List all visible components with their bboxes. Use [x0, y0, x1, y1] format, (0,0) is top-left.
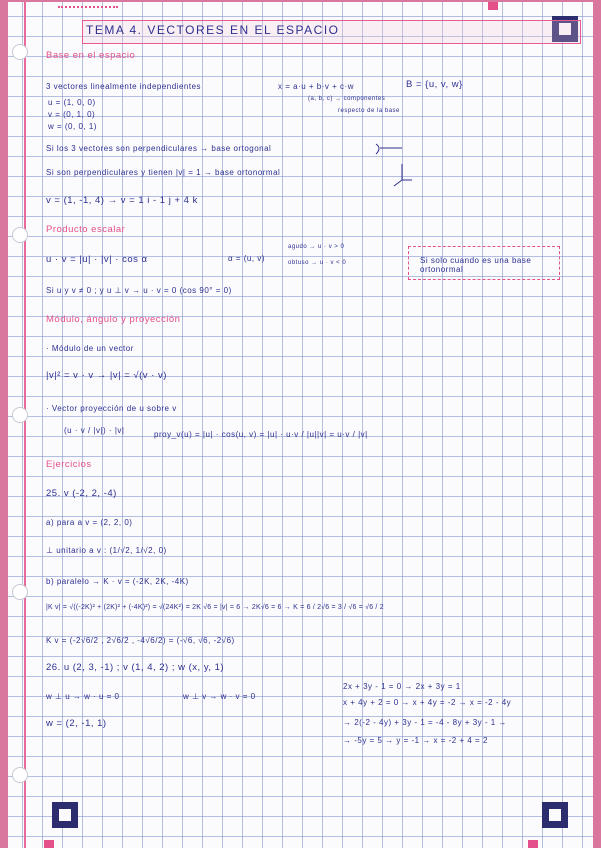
punch-hole	[12, 44, 28, 60]
exercise-line: → -5y = 5 → y = -1 → x = -2 + 4 = 2	[343, 736, 488, 745]
note-line: Si los 3 vectores son perpendiculares → base ortogonal	[46, 144, 272, 153]
exercise-line: ⊥ unitario a v : (1/√2, 1/√2, 0)	[46, 546, 167, 555]
exercise-line: a) para a v = (2, 2, 0)	[46, 518, 133, 527]
note-line: (u · v / |v|) · |v|	[64, 426, 125, 435]
note-line: u · v = |u| · |v| · cos α	[46, 254, 148, 265]
punch-hole	[12, 767, 28, 783]
notebook-page	[8, 2, 593, 848]
binding-mark	[58, 6, 118, 10]
heading-exercises: Ejercicios	[46, 459, 92, 470]
note-line: obtuso → u · v < 0	[288, 260, 347, 266]
note-line: respecto de la base	[338, 108, 400, 114]
note-line: Si son perpendiculares y tienen |v| = 1 → base ortonormal	[46, 168, 281, 177]
exercise-line: b) paralelo → K · v = (-2K, 2K, -4K)	[46, 577, 189, 586]
exercise-line: x + 4y + 2 = 0 → x + 4y = -2 → x = -2 - 4y	[343, 698, 512, 707]
bottom-tab-right	[528, 840, 538, 848]
exercise-line: 25. v (-2, 2, -4)	[46, 488, 117, 499]
note-line: · Módulo de un vector	[46, 344, 134, 353]
heading-base: Base en el espacio	[46, 50, 136, 61]
note-line: x = a·u + b·v + c·w	[278, 82, 354, 91]
exercise-line: w ⊥ v → w · v = 0	[183, 692, 256, 701]
heading-module-angle: Módulo, ángulo y proyección	[46, 314, 181, 325]
note-line: u = (1, 0, 0)	[48, 98, 96, 107]
exercise-line: 2x + 3y - 1 = 0 → 2x + 3y = 1	[343, 682, 461, 691]
note-line: v = (1, -1, 4) → v = 1 i - 1 j + 4 k	[46, 195, 198, 206]
punch-hole	[12, 227, 28, 243]
note-line: v = (0, 1, 0)	[48, 110, 96, 119]
corner-marker-bottom-left	[52, 802, 78, 828]
exercise-line: |K v| = √((-2K)² + (2K)² + (-4K)²) = √(24K²) = 2K √6 = |v| = 6 → 2K√6 = 6 → K = 6 / 2√6 = 3 / √6 = √6 / 2	[46, 604, 384, 611]
corner-marker-bottom-right	[542, 802, 568, 828]
note-line: α = (u, v)	[228, 254, 265, 263]
axes-sketch	[372, 138, 412, 188]
note-line: w = (0, 0, 1)	[48, 122, 97, 131]
note-line: agudo → u · v > 0	[288, 244, 345, 250]
margin-line	[24, 2, 26, 848]
exercise-line: → 2(-2 - 4y) + 3y - 1 = -4 - 8y + 3y - 1 →	[343, 718, 507, 727]
punch-hole	[12, 407, 28, 423]
note-line: · Vector proyección de u sobre v	[46, 404, 177, 413]
exercise-line: K v = (-2√6/2 , 2√6/2 , -4√6/2) = (-√6, √6, -2√6)	[46, 636, 235, 645]
note-line: proy_v(u) = |u| · cos(u, v) = |u| · u·v / |u||v| = u·v / |v|	[154, 430, 368, 439]
boxed-note: Si solo cuando es una base ortonormal	[420, 256, 532, 274]
exercise-result: w = (2, -1, 1)	[46, 718, 107, 729]
exercise-line: 26. u (2, 3, -1) ; v (1, 4, 2) ; w (x, y, 1)	[46, 662, 225, 673]
note-line: |v|² = v · v → |v| = √(v · v)	[46, 370, 167, 381]
note-line: B = {u, v, w}	[406, 79, 463, 90]
punch-hole	[12, 584, 28, 600]
exercise-line: w ⊥ u → w · u = 0	[46, 692, 120, 701]
note-line: (a, b, c) → componentes	[308, 96, 386, 102]
heading-scalar-product: Producto escalar	[46, 224, 126, 235]
page-title: TEMA 4. VECTORES EN EL ESPACIO	[86, 23, 340, 37]
note-line: 3 vectores linealmente independientes	[46, 82, 202, 91]
top-tab	[488, 2, 498, 10]
bottom-tab-left	[44, 840, 54, 848]
note-line: Si u y v ≠ 0 ; y u ⊥ v → u · v = 0 (cos 90° = 0)	[46, 286, 232, 295]
